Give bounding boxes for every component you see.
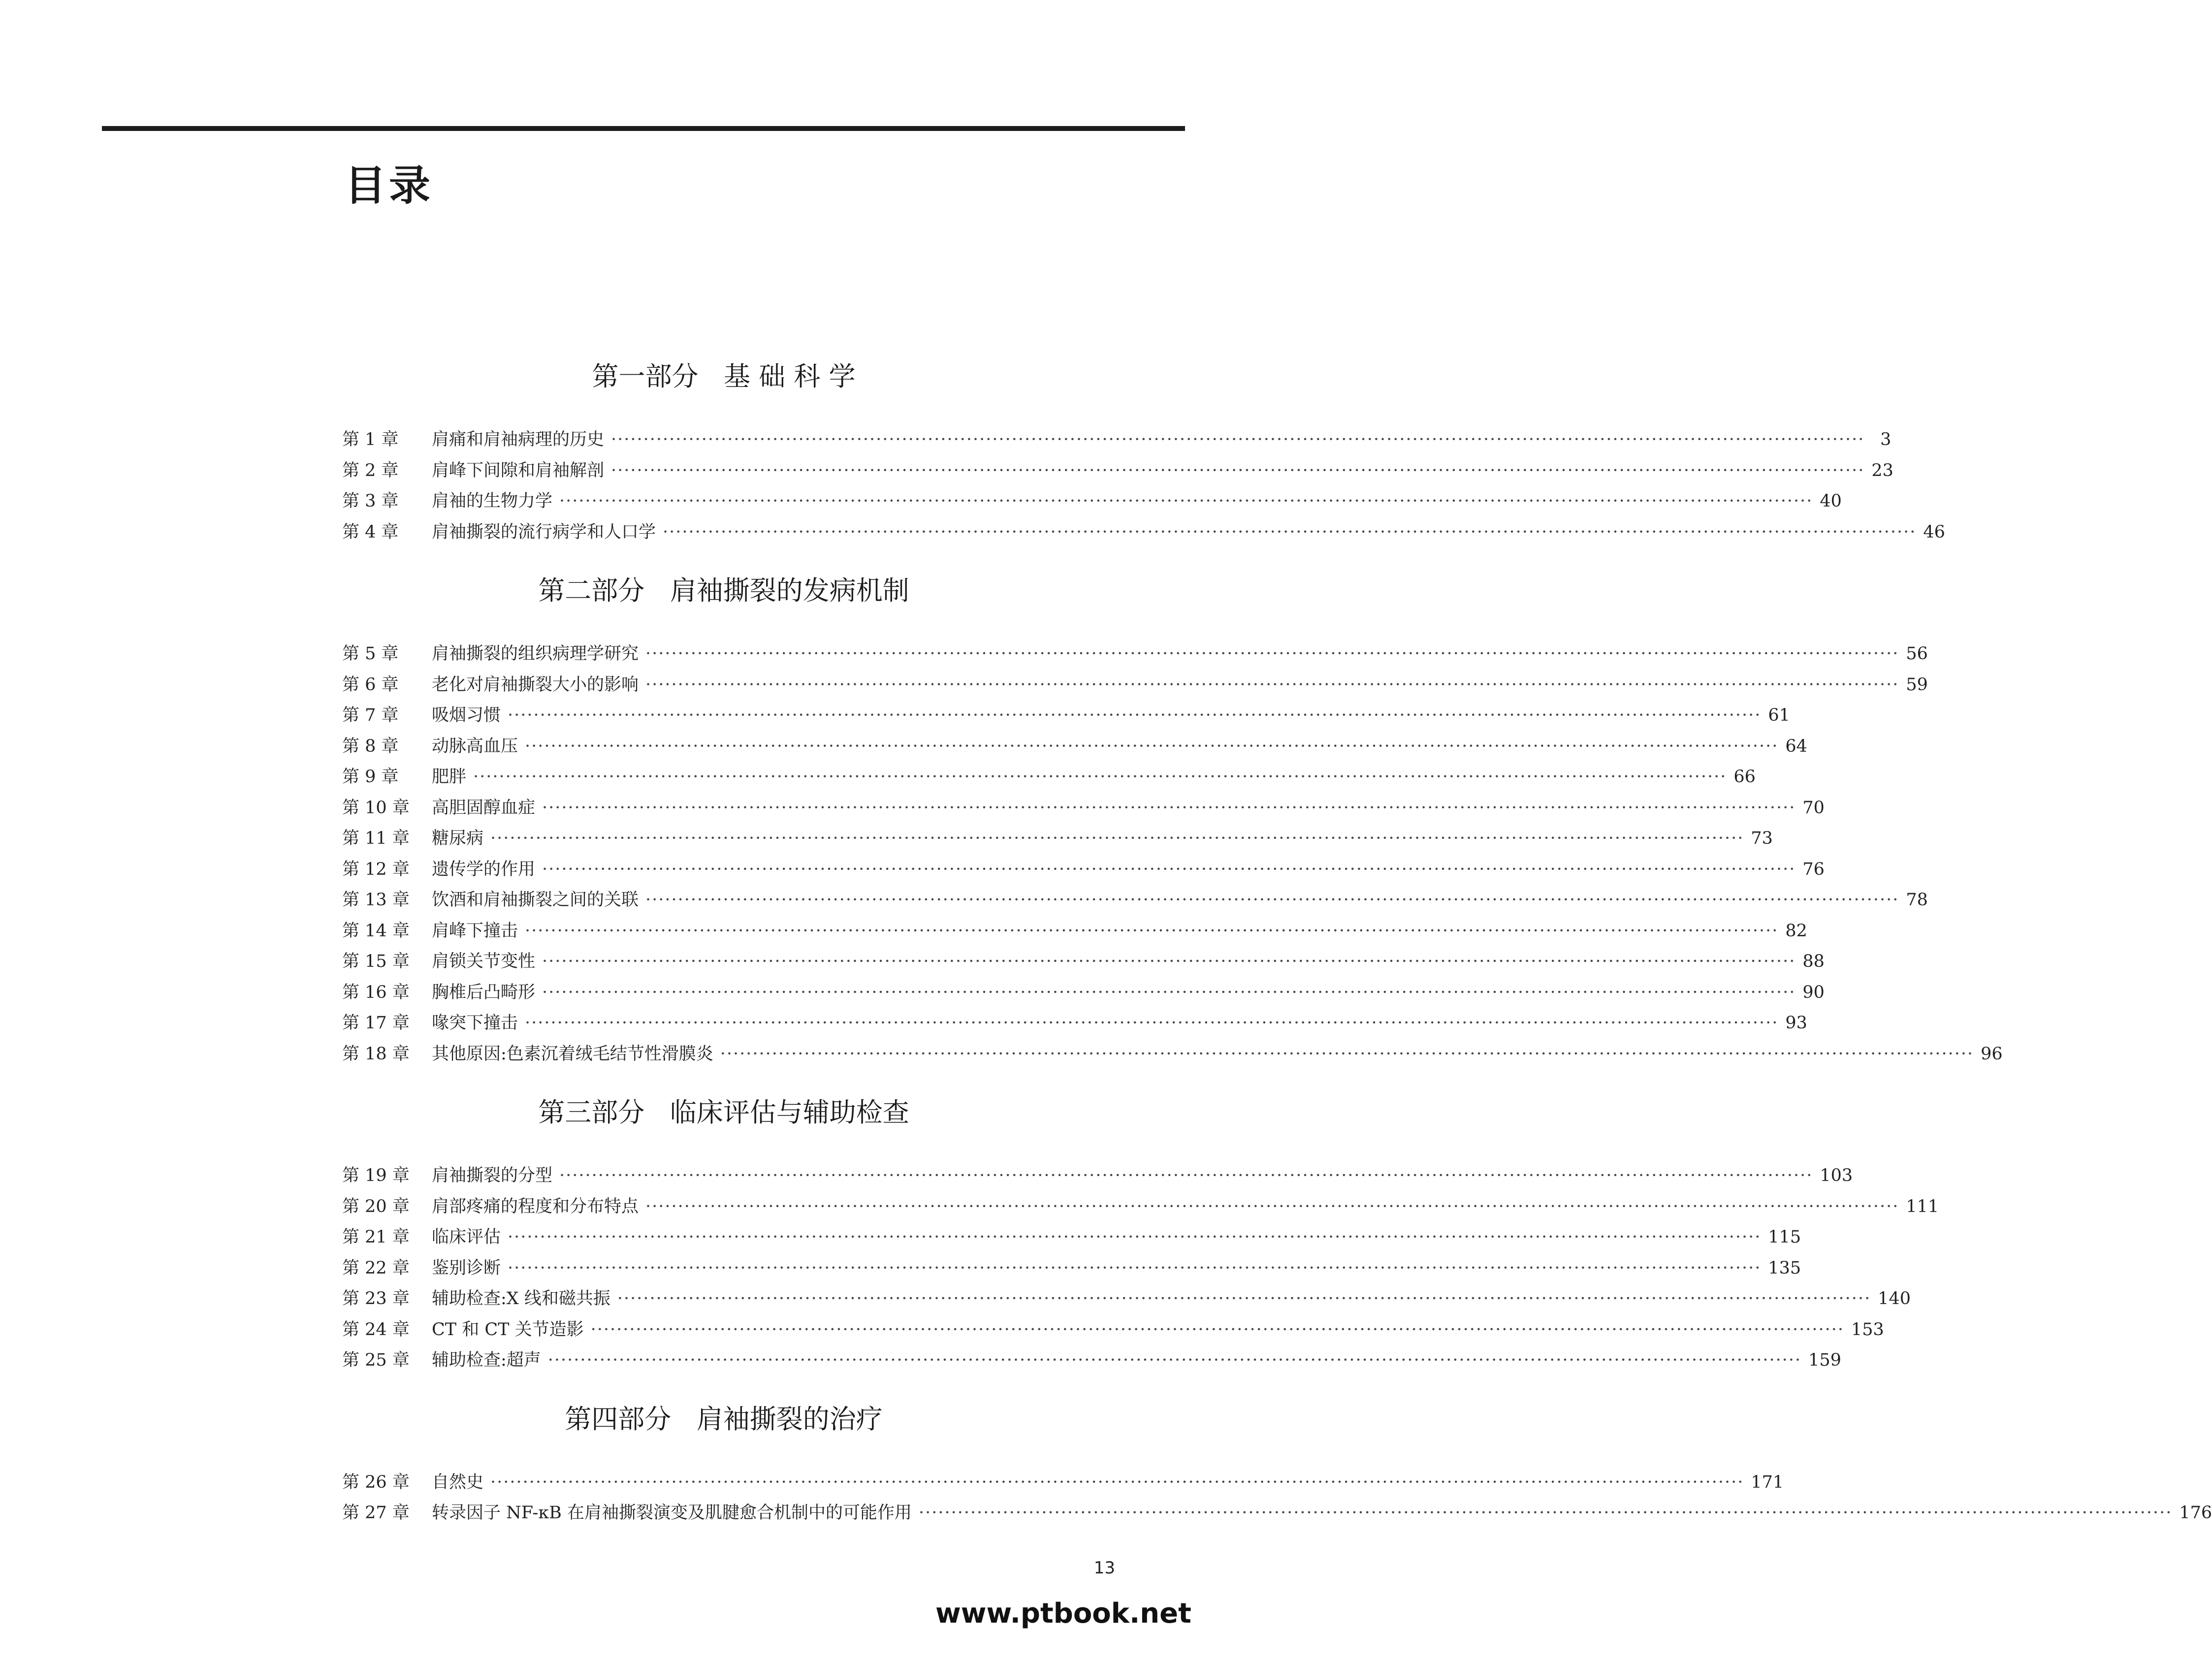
- toc-part: [342, 1090, 1939, 1377]
- chapter-page: 64: [1785, 736, 1807, 756]
- toc-entry[interactable]: [342, 856, 1825, 887]
- chapter-title: 其他原因:色素沉着绒毛结节性滑膜炎: [432, 1044, 713, 1064]
- chapter-title: 肩锁关节变性: [432, 952, 536, 971]
- dot-leader: ··································································································································································································: [525, 736, 1779, 756]
- chapter-number: 第 1 章: [342, 430, 399, 449]
- chapter-page: 90: [1802, 982, 1825, 1002]
- chapter-title: 遗传学的作用: [432, 859, 536, 879]
- chapter-number: 第 14 章: [342, 921, 410, 941]
- chapter-list: [342, 1162, 1939, 1377]
- chapter-title: 肩袖撕裂的分型: [432, 1166, 553, 1185]
- toc-entry[interactable]: [342, 426, 1891, 457]
- chapter-page: 59: [1906, 674, 1928, 695]
- dot-leader: ··································································································································································································: [490, 1472, 1744, 1492]
- dot-leader: ··································································································································································································: [663, 522, 1917, 542]
- chapter-page: 88: [1802, 952, 1825, 971]
- chapter-number: 第 23 章: [342, 1289, 410, 1309]
- chapter-title: CT 和 CT 关节造影: [432, 1319, 584, 1340]
- part-heading: 第二部分 肩袖撕裂的发病机制: [538, 575, 909, 606]
- chapter-title: 自然史: [432, 1472, 484, 1492]
- dot-leader: ··································································································································································································: [645, 674, 1899, 695]
- toc-entry[interactable]: [342, 1469, 1784, 1500]
- chapter-title: 吸烟习惯: [432, 705, 501, 725]
- chapter-page: 76: [1802, 859, 1825, 879]
- chapter-number: 第 7 章: [342, 705, 399, 725]
- dot-leader: ··································································································································································································: [542, 982, 1796, 1002]
- toc-part: [342, 569, 2003, 1071]
- chapter-page: 78: [1906, 890, 1928, 910]
- dot-leader: ··································································································································································································: [559, 1166, 1813, 1185]
- chapter-number: 第 11 章: [342, 829, 410, 848]
- chapter-title: 肥胖: [432, 767, 467, 787]
- chapter-number: 第 12 章: [342, 859, 410, 879]
- toc-entry[interactable]: [342, 1499, 2212, 1530]
- chapter-number: 第 5 章: [342, 644, 399, 664]
- chapter-number: 第 20 章: [342, 1196, 410, 1216]
- chapter-list: [342, 640, 2003, 1071]
- toc-entry[interactable]: [342, 671, 1928, 702]
- dot-leader: ··································································································································································································: [508, 1258, 1762, 1278]
- dot-leader: ··································································································································································································: [611, 430, 1865, 449]
- chapter-title: 肩痛和肩袖病理的历史: [432, 430, 605, 449]
- toc-entry[interactable]: [342, 1316, 1884, 1347]
- chapter-page: 96: [1981, 1044, 2003, 1064]
- header-rule: [102, 126, 1185, 131]
- chapter-number: 第 19 章: [342, 1166, 410, 1185]
- chapter-title: 肩袖撕裂的组织病理学研究: [432, 644, 639, 664]
- dot-leader: ··································································································································································································: [473, 767, 1727, 787]
- table-of-contents: [342, 354, 2212, 1550]
- chapter-page: 153: [1851, 1319, 1884, 1340]
- toc-entry[interactable]: [342, 979, 1825, 1010]
- chapter-page: 61: [1768, 705, 1790, 725]
- chapter-page: 66: [1733, 767, 1756, 787]
- toc-entry[interactable]: [342, 1254, 1801, 1285]
- chapter-page: 111: [1906, 1196, 1939, 1216]
- chapter-page: 176: [2179, 1503, 2212, 1523]
- chapter-number: 第 10 章: [342, 798, 410, 818]
- part-heading: 第四部分 肩袖撕裂的治疗: [565, 1403, 883, 1435]
- chapter-number: 第 27 章: [342, 1503, 410, 1523]
- toc-entry[interactable]: [342, 518, 1945, 549]
- dot-leader: ··································································································································································································: [645, 1196, 1899, 1216]
- toc-entry[interactable]: [342, 1193, 1939, 1224]
- dot-leader: ··································································································································································································: [525, 1013, 1779, 1033]
- chapter-page: 159: [1808, 1350, 1841, 1370]
- toc-entry[interactable]: [342, 1162, 1853, 1193]
- chapter-number: 第 9 章: [342, 767, 399, 787]
- dot-leader: ··································································································································································································: [525, 921, 1779, 941]
- chapter-title: 饮酒和肩袖撕裂之间的关联: [432, 890, 639, 910]
- chapter-title: 肩部疼痛的程度和分布特点: [432, 1196, 639, 1216]
- chapter-title: 肩袖撕裂的流行病学和人口学: [432, 522, 656, 542]
- toc-entry[interactable]: [342, 702, 1790, 733]
- chapter-number: 第 13 章: [342, 890, 410, 910]
- toc-entry[interactable]: [342, 1223, 1801, 1254]
- dot-leader: ··································································································································································································: [542, 798, 1796, 818]
- chapter-number: 第 4 章: [342, 522, 399, 542]
- toc-entry[interactable]: [342, 1285, 1911, 1316]
- chapter-page: 73: [1751, 829, 1773, 848]
- chapter-page: 140: [1878, 1289, 1911, 1309]
- toc-part: [342, 1397, 2212, 1530]
- chapter-title: 糖尿病: [432, 829, 484, 848]
- chapter-number: 第 17 章: [342, 1013, 410, 1033]
- toc-entry[interactable]: [342, 948, 1825, 979]
- chapter-title: 胸椎后凸畸形: [432, 982, 536, 1002]
- chapter-number: 第 22 章: [342, 1258, 410, 1278]
- chapter-title: 临床评估: [432, 1227, 501, 1247]
- chapter-number: 第 18 章: [342, 1044, 410, 1064]
- chapter-number: 第 8 章: [342, 736, 399, 756]
- chapter-page: 115: [1768, 1227, 1801, 1247]
- chapter-page: 56: [1906, 644, 1928, 664]
- toc-entry[interactable]: [342, 1040, 2003, 1071]
- chapter-title: 转录因子 NF-κB 在肩袖撕裂演变及肌腱愈合机制中的可能作用: [432, 1503, 912, 1523]
- watermark-text: www.ptbook.net: [935, 1598, 1191, 1630]
- chapter-number: 第 24 章: [342, 1319, 410, 1340]
- part-heading: 第一部分 基 础 科 学: [592, 361, 856, 392]
- chapter-number: 第 2 章: [342, 460, 399, 480]
- chapter-number: 第 6 章: [342, 674, 399, 695]
- chapter-title: 动脉高血压: [432, 736, 518, 756]
- chapter-page: 82: [1785, 921, 1807, 941]
- dot-leader: ··································································································································································································: [490, 829, 1744, 848]
- dot-leader: ··································································································································································································: [547, 1350, 1802, 1370]
- toc-entry[interactable]: [342, 825, 1773, 856]
- part-heading: 第三部分 临床评估与辅助检查: [538, 1097, 909, 1128]
- chapter-title: 鉴别诊断: [432, 1258, 501, 1278]
- dot-leader: ··································································································································································································: [645, 890, 1899, 910]
- chapter-title: 肩峰下间隙和肩袖解剖: [432, 460, 605, 480]
- toc-entry[interactable]: [342, 917, 1807, 948]
- dot-leader: ··································································································································································································: [590, 1319, 1844, 1340]
- page-title: 目录: [345, 161, 434, 210]
- toc-entry[interactable]: [342, 763, 1756, 794]
- toc-entry[interactable]: [342, 1009, 1807, 1040]
- toc-entry[interactable]: [342, 640, 1928, 671]
- chapter-title: 老化对肩袖撕裂大小的影响: [432, 674, 639, 695]
- chapter-page: 40: [1820, 491, 1842, 511]
- chapter-page: 103: [1820, 1166, 1853, 1185]
- toc-entry[interactable]: [342, 794, 1825, 825]
- chapter-number: 第 25 章: [342, 1350, 410, 1370]
- toc-entry[interactable]: [342, 1346, 1841, 1377]
- dot-leader: ··································································································································································································: [919, 1503, 2173, 1523]
- dot-leader: ··································································································································································································: [508, 705, 1762, 725]
- chapter-list: [342, 1469, 2212, 1530]
- chapter-number: 第 26 章: [342, 1472, 410, 1492]
- chapter-page: 23: [1871, 460, 1893, 480]
- chapter-number: 第 3 章: [342, 491, 399, 511]
- page-number: 13: [1093, 1558, 1115, 1578]
- chapter-title: 高胆固醇血症: [432, 798, 536, 818]
- chapter-number: 第 21 章: [342, 1227, 410, 1247]
- toc-entry[interactable]: [342, 733, 1807, 764]
- dot-leader: ··································································································································································································: [542, 859, 1796, 879]
- chapter-page: 171: [1751, 1472, 1784, 1492]
- toc-entry[interactable]: [342, 886, 1928, 917]
- dot-leader: ··································································································································································································: [617, 1289, 1871, 1309]
- chapter-number: 第 15 章: [342, 952, 410, 971]
- chapter-title: 辅助检查:超声: [432, 1350, 541, 1370]
- dot-leader: ··································································································································································································: [645, 644, 1899, 664]
- toc-entry[interactable]: [342, 487, 1842, 518]
- chapter-page: 135: [1768, 1258, 1801, 1278]
- chapter-page: 46: [1923, 522, 1945, 542]
- dot-leader: ··································································································································································································: [611, 460, 1865, 480]
- toc-part: [342, 354, 1945, 549]
- chapter-page: 93: [1785, 1013, 1807, 1033]
- chapter-title: 肩峰下撞击: [432, 921, 518, 941]
- chapter-page: 3: [1880, 430, 1891, 449]
- dot-leader: ··································································································································································································: [508, 1227, 1762, 1247]
- dot-leader: ··································································································································································································: [720, 1044, 1974, 1064]
- dot-leader: ··································································································································································································: [559, 491, 1813, 511]
- chapter-list: [342, 426, 1945, 549]
- chapter-title: 喙突下撞击: [432, 1013, 518, 1033]
- chapter-number: 第 16 章: [342, 982, 410, 1002]
- chapter-title: 肩袖的生物力学: [432, 491, 553, 511]
- dot-leader: ··································································································································································································: [542, 952, 1796, 971]
- toc-entry[interactable]: [342, 457, 1893, 488]
- chapter-page: 70: [1802, 798, 1825, 818]
- chapter-title: 辅助检查:X 线和磁共振: [432, 1289, 610, 1309]
